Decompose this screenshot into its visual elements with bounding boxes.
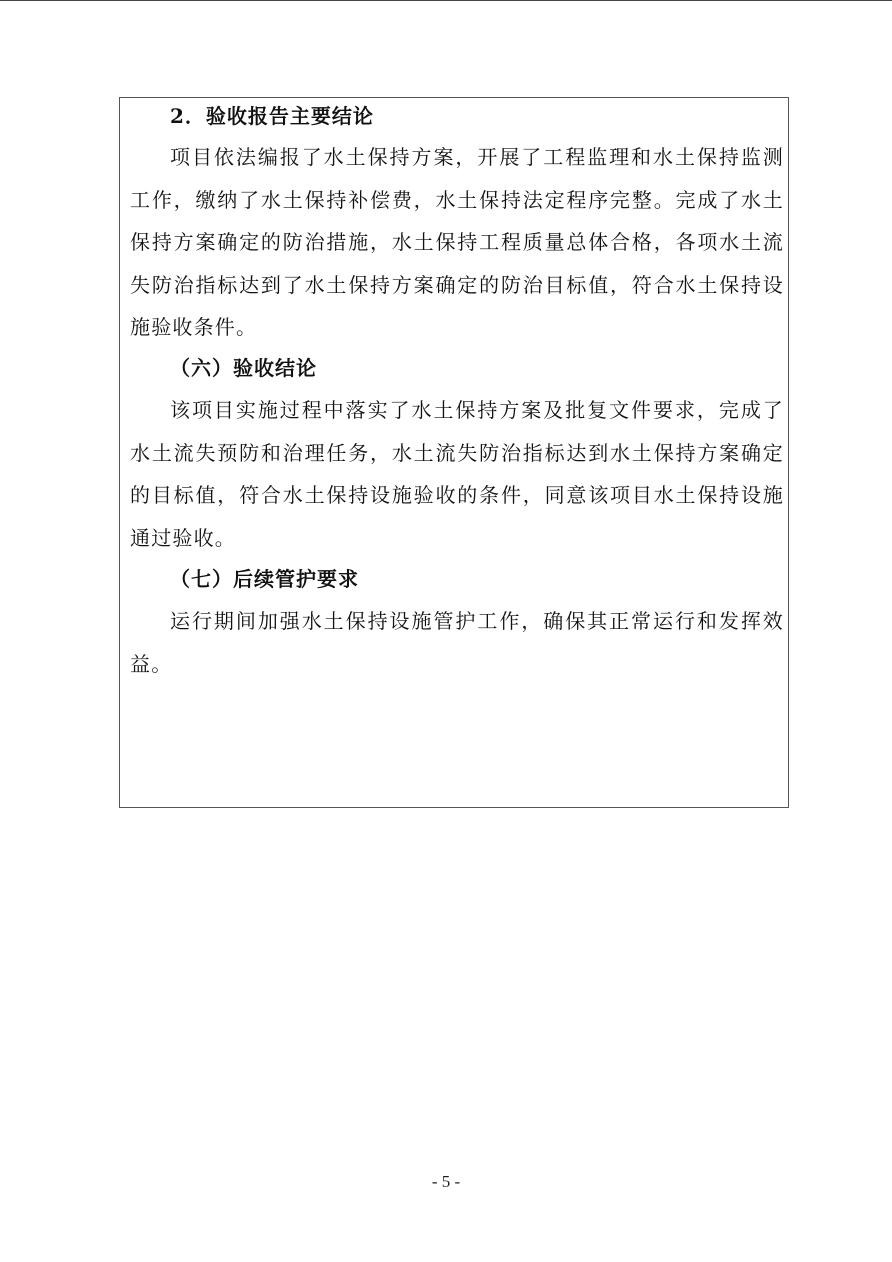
acceptance-conclusion-body: 该项目实施过程中落实了水土保持方案及批复文件要求，完成了水土流失预防和治理任务，水土流失防治指标达到水土保持方案确定的目标值，符合水土保持设施验收的条件，同意该项目水土保持设施通过验收。 — [130, 398, 784, 550]
follow-up-maintenance-heading: （七）后续管护要求 — [170, 567, 359, 591]
page-number: - 5 - — [431, 1172, 461, 1191]
page-top-border — [0, 0, 892, 1]
follow-up-maintenance-body: 运行期间加强水土保持设施管护工作，确保其正常运行和发挥效益。 — [130, 609, 784, 676]
report-conclusion-body: 项目依法编报了水土保持方案，开展了工程监理和水土保持监测工作，缴纳了水土保持补偿费，水土保持法定程序完整。完成了水土保持方案确定的防治措施，水土保持工程质量总体合格，各项水土流失防治指标达到了水土保持方案确定的防治目标值，符合水土保持设施验收条件。 — [130, 145, 784, 339]
conclusion-table-cell — [119, 97, 789, 808]
acceptance-conclusion-heading: （六）验收结论 — [170, 356, 317, 380]
report-conclusion-heading: 2．验收报告主要结论 — [170, 104, 374, 128]
